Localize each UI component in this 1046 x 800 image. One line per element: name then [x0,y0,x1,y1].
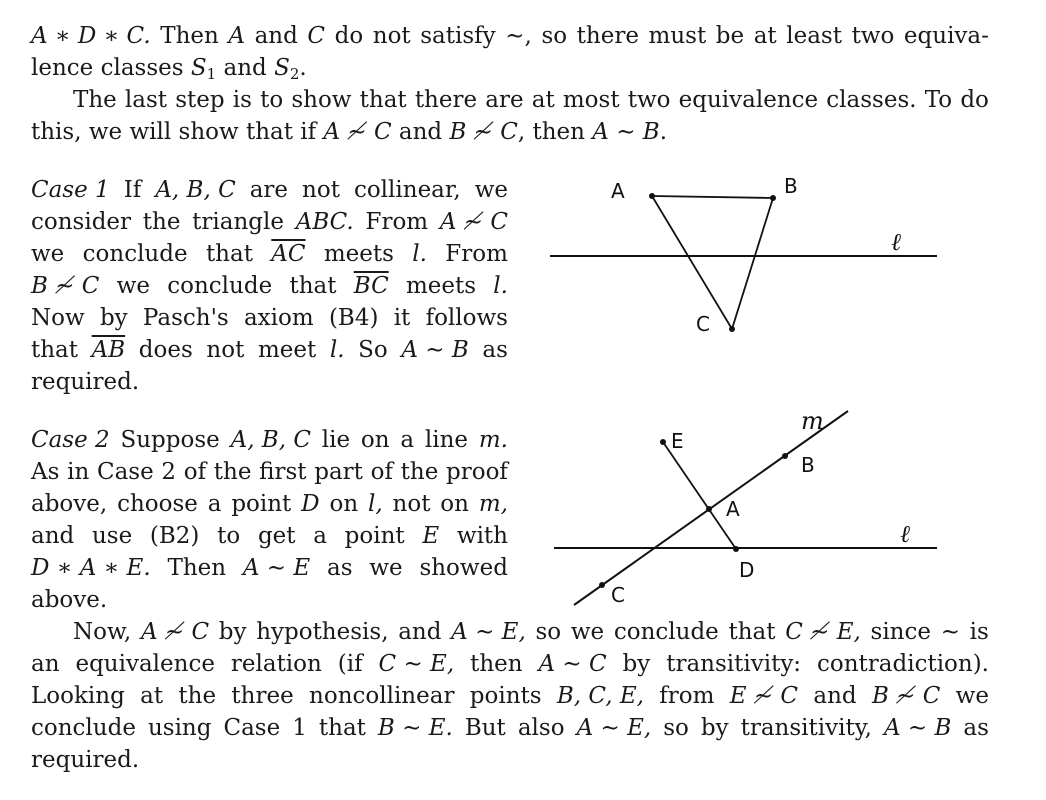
word: meets [405,273,477,299]
word: C [307,23,326,49]
word: two [627,87,671,113]
word: by [218,619,247,645]
word: So [358,337,388,363]
segment-ed [663,442,736,549]
word: show [291,87,352,113]
word: not [392,491,431,517]
word: an [31,651,60,677]
word: a [400,427,415,453]
segment-ab [652,196,773,198]
word: that [318,715,366,741]
point-d [733,546,739,552]
word: are [249,177,289,203]
point-a [706,506,712,512]
label-l: ℓ [900,520,910,548]
word: the [178,683,217,709]
word: so [663,715,689,741]
word: A ∼ B [883,715,952,741]
word: not [372,23,411,49]
word: with [456,523,508,549]
word: Then [167,555,227,581]
word: by [700,715,729,741]
word: ∼ [940,619,960,645]
word: A [228,23,246,49]
label-l: ℓ [891,228,901,256]
word: $\overline{AB}$ [91,337,126,363]
word: choose [117,491,198,517]
word: at [140,683,164,709]
word: E ≁ C [729,683,799,709]
word: A ≁ C [140,619,210,645]
word: since [870,619,931,645]
word: axiom [243,305,314,331]
word: ABC. [295,209,354,235]
word: equivalence [75,651,215,677]
word: we [116,273,150,299]
word: Then [160,23,219,49]
math: A ≁ C [323,119,392,145]
label-b: B [801,453,815,477]
word: l. [329,337,345,363]
word: at [753,23,777,49]
label-c: C [611,583,625,607]
final-line-4 [31,712,989,744]
word: meets [323,241,394,267]
word: that [31,337,79,363]
word: From [445,241,508,267]
subscript: 1 [206,65,217,83]
case1-line-4 [31,270,508,302]
word: A ≁ C [439,209,508,235]
label-e: E [671,429,684,453]
subscript: 2 [289,65,300,83]
word: of [370,459,393,485]
word: A ∼ E, [451,619,526,645]
text: and [216,55,275,81]
case2-line-6: above. [31,587,108,613]
word: three [231,683,294,709]
word: collinear, [353,177,461,203]
text: , then [517,119,593,145]
word: we [570,619,605,645]
label-c: C [696,312,710,336]
word: line [424,427,469,453]
word: As [31,459,60,485]
word: from [659,683,715,709]
word: use [91,523,133,549]
word: we [369,555,403,581]
label-a: A [611,179,625,203]
word: the [213,459,252,485]
point-b [782,453,788,459]
word: is [232,87,252,113]
word: of [183,459,207,485]
word: that [359,87,407,113]
word: E [422,523,440,549]
word: above, [31,491,108,517]
intro-line-1 [31,20,989,52]
word: A ∼ E [242,555,311,581]
word: we [31,241,65,267]
case1-line-1 [31,174,508,206]
word: hypothesis, [256,619,389,645]
word: not [302,177,340,203]
word: Suppose [120,427,220,453]
word: by [99,305,128,331]
math: S [190,55,207,81]
word: first [259,459,307,485]
word: point [344,523,405,549]
text: this, we will show that if [31,119,324,145]
word: so [535,619,562,645]
math: B ≁ C [449,119,518,145]
word: m, [478,491,508,517]
word: (B2) [149,523,200,549]
word: satisfy [420,23,496,49]
word: by [622,651,651,677]
final-line-1 [73,616,989,648]
word: relation [230,651,322,677]
label-d: D [739,558,755,582]
word: conclude [613,619,719,645]
word: showed [419,555,508,581]
word: 1 [292,715,307,741]
word: ∼, [505,23,532,49]
word: follows [425,305,508,331]
word: is [969,619,989,645]
text: lence classes [31,55,191,81]
word: most [562,87,620,113]
final-line-2 [31,648,989,680]
word: $\overline{AC}$ [271,241,306,267]
word: B ∼ E. [377,715,453,741]
case1-line-3 [31,238,508,270]
word: Pasch's [142,305,229,331]
case2-line-2 [31,456,508,488]
word: part [314,459,363,485]
word: then [470,651,523,677]
word: we [955,683,989,709]
word: conclude [82,241,188,267]
word: that [289,273,337,299]
word: the [142,209,181,235]
word: point [231,491,292,517]
word: 2 [161,459,177,485]
word: D [301,491,320,517]
text: . [659,119,668,145]
word: that [205,241,253,267]
word: there [414,87,478,113]
word: Looking [31,683,125,709]
text: . [299,55,307,81]
word: Case [223,715,281,741]
word: contradiction). [817,651,989,677]
word: step [175,87,225,113]
text: and [391,119,450,145]
case2-line-5 [31,552,508,584]
word: l. [412,241,427,267]
word: conclude [31,715,136,741]
case-label: Case 1 [31,177,110,203]
word: A, B, C [155,177,236,203]
word: Now [31,305,85,331]
case1-line-7: required. [31,369,140,395]
word: l, [368,491,383,517]
point-c [729,326,735,332]
word: A ∗ D ∗ C. [31,23,151,49]
word: as [482,337,508,363]
word: a [207,491,222,517]
word: we [474,177,508,203]
word: Now, [73,619,132,645]
word: there [576,23,639,49]
word: and [254,23,298,49]
word: the [400,459,439,485]
word: meet [257,337,317,363]
final-line-3 [31,680,989,712]
word: If [123,177,142,203]
word: B ≁ C [31,273,100,299]
word: A ∼ B [401,337,469,363]
word: points [469,683,542,709]
case-label: Case 2 [31,427,110,453]
word: But [464,715,506,741]
word: l. [493,273,508,299]
case1-line-6 [31,334,508,366]
word: as [963,715,989,741]
word: to [260,87,284,113]
word: Case [96,459,154,485]
word: also [517,715,565,741]
word: as [326,555,353,581]
word: C ∼ E, [378,651,455,677]
figure-collinear [540,405,950,610]
word: equiva- [903,23,989,49]
word: do [334,23,364,49]
word: D ∗ A ∗ E. [31,555,151,581]
case2-line-3 [31,488,508,520]
word: using [147,715,212,741]
word: on [329,491,359,517]
word: B, C, E, [556,683,644,709]
word: do [960,87,989,113]
word: on [360,427,390,453]
word: To [924,87,953,113]
word: a [313,523,327,549]
math: A ∼ B [592,119,660,145]
point-b [770,195,776,201]
word: B ≁ C [871,683,941,709]
label-m: m [801,407,824,435]
word: consider [31,209,132,235]
word: (if [337,651,363,677]
word: A ∼ E, [576,715,652,741]
word: it [393,305,411,331]
word: two [851,23,895,49]
word: A, B, C [230,427,311,453]
point-e [660,439,666,445]
word: does [138,337,193,363]
word: on [440,491,469,517]
label-b: B [784,174,798,198]
word: m. [478,427,508,453]
case2-line-4 [31,520,508,552]
word: least [786,23,842,49]
word: equivalence [678,87,819,113]
word: so [541,23,568,49]
word: and [398,619,442,645]
final-line-5: required. [31,747,140,773]
word: triangle [192,209,284,235]
word: proof [446,459,508,485]
word: $\overline{BC}$ [353,273,389,299]
word: The [73,87,117,113]
word: must [648,23,707,49]
word: and [813,683,857,709]
point-a [649,193,655,199]
word: noncollinear [309,683,455,709]
word: last [124,87,168,113]
word: and [31,523,75,549]
last-step-line-2 [31,116,667,148]
segment-bc [732,198,773,329]
word: to [217,523,241,549]
case2-line-1 [31,424,508,456]
figure-triangle [540,170,950,350]
word: in [67,459,90,485]
case1-line-2 [31,206,508,238]
word: lie [321,427,351,453]
word: classes. [826,87,917,113]
word: conclude [167,273,273,299]
last-step-line-1 [73,84,989,116]
word: From [365,209,429,235]
math: S [274,55,290,81]
word: not [206,337,245,363]
word: transitivity: [666,651,802,677]
word: are [485,87,524,113]
word: that [728,619,776,645]
word: (B4) [328,305,379,331]
word: C ≁ E, [785,619,861,645]
word: get [257,523,296,549]
label-a: A [726,497,740,521]
word: be [715,23,745,49]
word: A ∼ C [538,651,607,677]
segment-ac [652,196,732,329]
case1-line-5 [31,302,508,334]
word: at [531,87,555,113]
point-c [599,582,605,588]
word: transitivity, [740,715,872,741]
